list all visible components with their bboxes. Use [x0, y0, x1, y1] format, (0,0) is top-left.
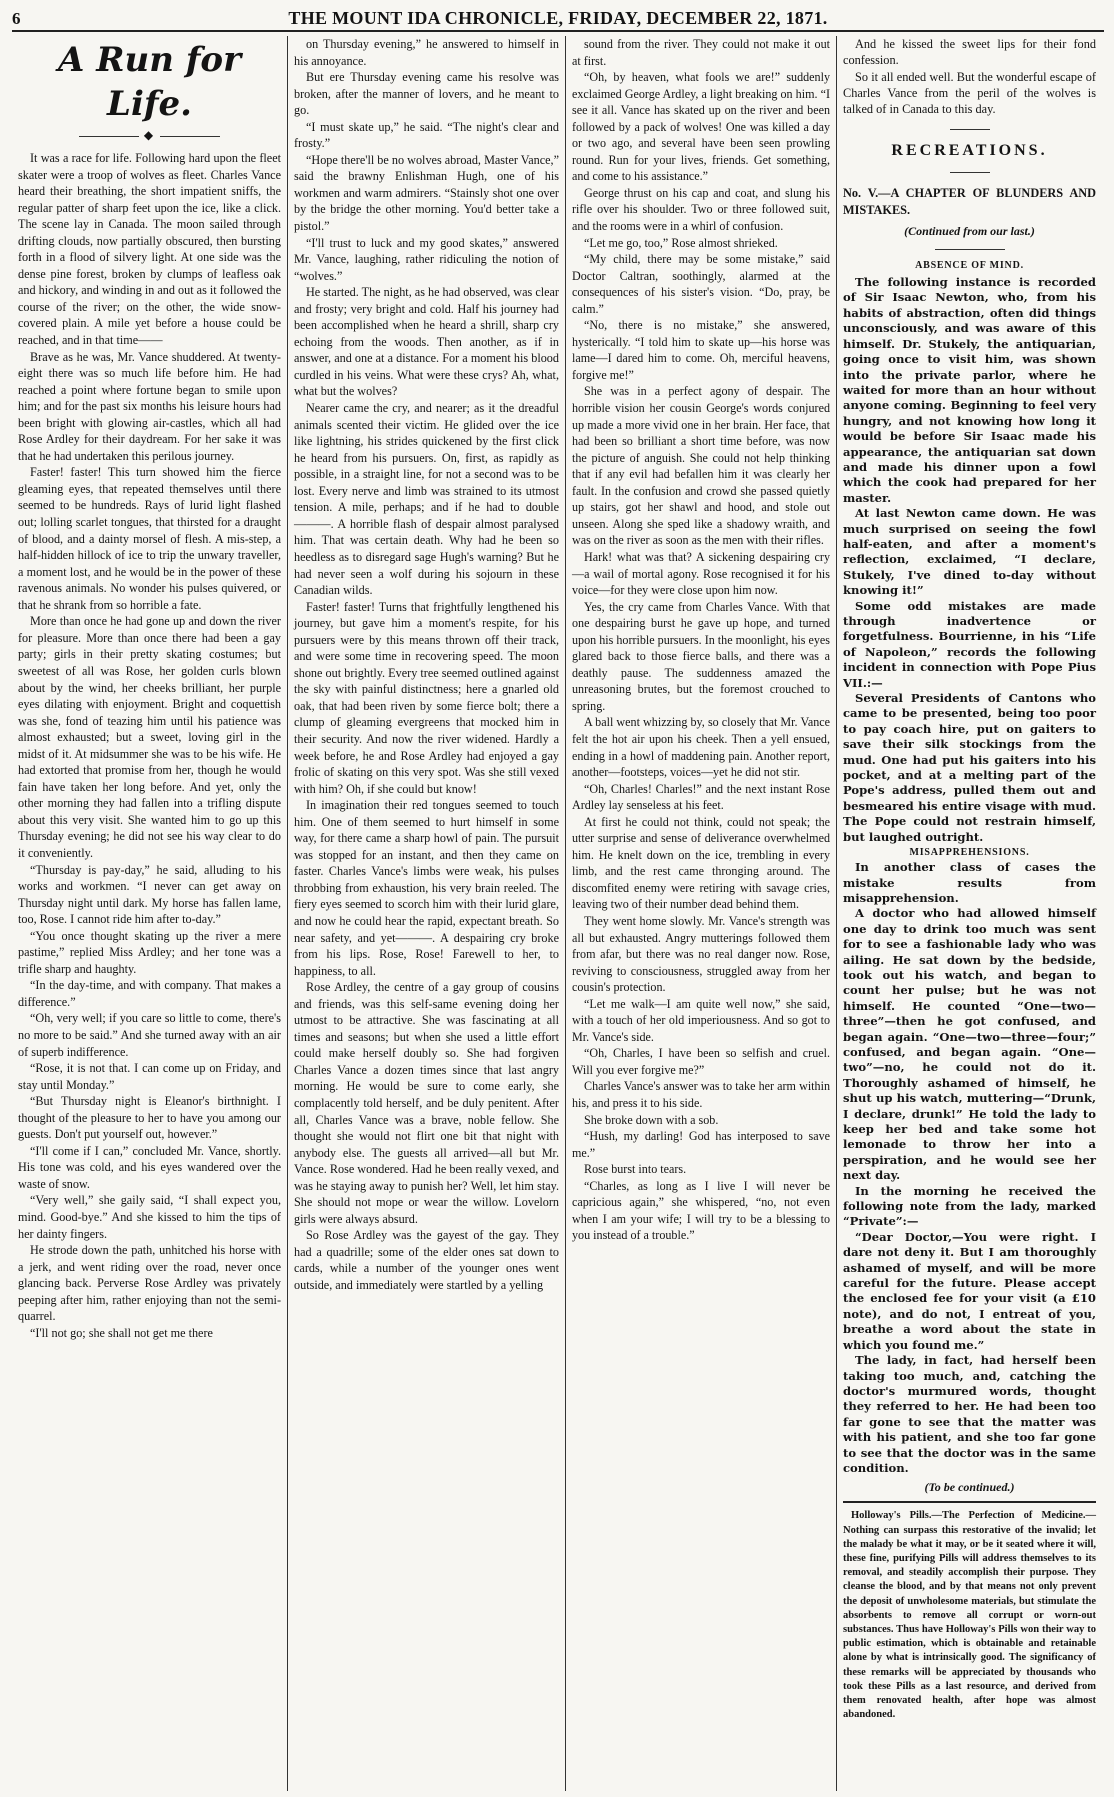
paragraph: “Let me walk—I am quite well now,” she said, with a touch of her old imperiousness. And so got to Mr. Vance's side.	[572, 996, 830, 1044]
paragraph: Charles Vance's answer was to take her arm within his, and press it to his side.	[572, 1079, 830, 1110]
paragraph: In the morning he received the following note from the lady, marked “Private”:—	[843, 1183, 1096, 1229]
masthead	[12, 8, 1104, 32]
paragraph: She broke down with a sob.	[584, 1112, 719, 1127]
paragraph: “Oh, Charles, I have been so selfish and cruel. Will you ever forgive me?”	[572, 1046, 830, 1077]
divider	[935, 249, 1005, 250]
column-3	[566, 36, 837, 1791]
paragraph: In imagination their red tongues seemed to touch him. One of them seemed to hurt himself in some way, for there came a sharp howl of pain. The pursuit was stopped for an instant, and then they came on faster. Charles Vance's limbs were weak, his pulses throbbing from exhaustion, his very brain reeled. The fiery eyes seemed to scorch him with their lurid glare, and now he could hear the rapid, expectant breath. So near safety, and yet———. A despairing cry broke from his lips. Rose, Rose! Farewell to her, to happiness, to all.	[294, 798, 559, 978]
paragraph: In another class of cases the mistake results from misapprehension.	[843, 860, 1096, 905]
holloway-advert	[843, 1509, 1096, 1722]
story-col3	[572, 36, 830, 1244]
paragraph: A ball went whizzing by, so closely that Mr. Vance felt the hot air upon his cheek. Then a yell ensued, ending in a howl of maddening pain. Another report, another—footsteps, voices—yet he did not stir.	[572, 715, 830, 780]
paragraph: But ere Thursday evening came his resolve was broken, after the manner of lovers, and he meant to go.	[294, 70, 559, 118]
title-ornament: ◆	[18, 128, 281, 142]
to-be-continued: (To be continued.)	[924, 1480, 1015, 1495]
paragraph: “In the day-time, and with company. That makes a difference.”	[18, 978, 281, 1009]
paragraph: “Hope there'll be no wolves abroad, Master Vance,” said the brawny Enlishman Hugh, one of his workmen and warm admirers. “Stainsly shot one over by the bridge the other morning. You'd better take a pistol.”	[294, 152, 559, 234]
paragraph: Faster! faster! This turn showed him the fierce gleaming eyes, that repeated themselves until there seemed to be hundreds. Rays of lurid light flashed out; lolling scarlet tongues, that thirsted for a draught of blood, and a dainty morsel of flesh. A mis-step, a half-hidden hillock of ice to trip the unwary traveller, a moment lost, and he would be in the power of these ravenous animals. No wonder his pulses quivered, or that he shrank from so horrible a fate.	[18, 465, 281, 612]
paragraph: “But Thursday night is Eleanor's birthnight. I thought of the pleasure to her to have you among our guests. Don't put yourself out, however.”	[18, 1094, 281, 1142]
column-4	[837, 36, 1102, 1791]
paragraph: So it all ended well. But the wonderful escape of Charles Vance from the peril of the wolves is talked of in Canada to this day.	[843, 69, 1096, 117]
paragraph: “Very well,” she gaily said, “I shall expect you, mind. Good-bye.” And she kissed to him the tips of her dainty fingers.	[18, 1193, 281, 1241]
paragraph: “Charles, as long as I live I will never be capricious again,” she whispered, “no, not even when I am your wife; I will try to be a blessing to you instead of a trouble.”	[572, 1178, 830, 1243]
paragraph: “Oh, very well; if you care so little to come, there's no more to be said.” And she turned away with an air of superb indifference.	[18, 1011, 281, 1059]
advert-text: Holloway's Pills.—The Perfection of Medicine.—Nothing can surpass this restorative of the invalid; let the malady be what it may, or be it seated where it will, these fine, purifying Pills will address themselves to its removal, and steadily accomplish their purpose. They cleanse the blood, and by that means not only prevent the deposit of unwholesome materials, but stimulate the absorbents to remove all corrupt or worn-out substances. Thus have Holloway's Pills won their way to public estimation, which is obtainable and retainable alone by what is intrinsically good. The significancy of these remarks will be appreciated by thousands who took these Pills as a last resource, and derived from them renovated health, after hope was almost abandoned.	[843, 1510, 1096, 1721]
paragraph: He strode down the path, unhitched his horse with a jerk, and went riding over the road, never once glancing back. Perverse Rose Ardley was privately peeping after him, rather enjoying than not the semi-quarrel.	[18, 1243, 281, 1324]
paragraph: She was in a perfect agony of despair. The horrible vision her cousin George's words conjured up made a more vivid one in her brain. Her face, that had been so brilliant a short time before, was now the picture of anguish. She could not help thinking that if any evil had befallen him it was clearly her fault. In the confusion and crowd she passed quietly up stairs, got her shawl and hood, and stole out unseen. Along she sped like a shadowy wraith, and was on the river as soon as the men with their rifles.	[572, 384, 830, 548]
divider	[950, 172, 990, 173]
continued-note: (Continued from our last.)	[904, 224, 1035, 239]
page-number: 6	[12, 9, 21, 28]
paragraph: The following instance is recorded of Sir Isaac Newton, who, from his habits of abstraction, often did things unconsciously, and was aware of this himself. Dr. Stukely, the antiquarian, going once to visit him, was shown into the private parlor, where he waited for more than an hour without anyone coming. Beginning to feel very hungry, and not knowing how long it would be before Sir Isaac made his appearance, the antiquarian sat down and made his dinner upon a fowl which the cook had prepared for her master.	[843, 275, 1096, 505]
misapprehensions-text	[843, 860, 1096, 1476]
paragraph: Nearer came the cry, and nearer; as it the dreadful animals scented their victim. He glided over the ice like lightning, his strides quickened by the first click he heard from his pursuers. On, first, as rapidly as possible, in a straight line, for not a second was to be lost. Every nerve and limb was strained to its utmost tension. A mile, perhaps; and if he had to double———. A horrible flash of despair almost paralysed him. That was certain death. Why had he been so heedless as to disregard sage Hugh's warning? But he had never seen a wolf during his sojourn in these Canadian wilds.	[294, 401, 559, 598]
paragraph: At first he could not think, could not speak; the utter surprise and sense of deliverance overwhelmed him. He knelt down on the ice, trembling in every limb, and the rest came thronging around. The discomfited enemy were retiring with savage cries, leaving two of their number dead behind them.	[572, 814, 830, 912]
absence-heading: ABSENCE OF MIND.	[915, 260, 1024, 272]
paragraph: “My child, there may be some mistake,” said Doctor Caltran, soothingly, alarmed at the consequences of his sister's vision. “Do, pray, be calm.”	[572, 252, 830, 316]
paragraph: “I'll come if I can,” concluded Mr. Vance, shortly. His tone was cold, and his eyes wandered over the waste of snow.	[18, 1143, 281, 1191]
paragraph: So Rose Ardley was the gayest of the gay. They had a quadrille; some of the elder ones sat down to cards, while a number of the younger ones went outside, and immediately were startled by a yelling	[294, 1228, 559, 1293]
paragraph: Faster! faster! Turns that frightfully lengthened his journey, but gave him a moment's respite, for his pursuers were by this means thrown off their track, and were some time in recovering speed. The moon shone out brightly. Every tree seemed outlined against the sky with painful distinctness; here a gnarled old oak, that had been riven by some fierce bolt; there a clump of gleaming evergreens that mocked him in their security. And now the river widened. Hardly a week before, he and Rose Ardley had enjoyed a gay frolic of skating on this very spot. Was she still vexed with him? Oh, if she could but know!	[294, 599, 559, 796]
paragraph: “Rose, it is not that. I can come up on Friday, and stay until Monday.”	[18, 1061, 281, 1092]
paragraph: “I'll not go; she shall not get me there	[30, 1325, 213, 1340]
chapter-heading: No. V.—A CHAPTER OF BLUNDERS AND MISTAKES.	[843, 186, 1096, 217]
paragraph: “You once thought skating up the river a mere pastime,” replied Miss Ardley; and her tone was a trifle sharp and haughty.	[18, 928, 281, 976]
paragraph: Hark! what was that? A sickening despairing cry—a wail of mortal agony. Rose recognised it for his voice—for they were close upon him now.	[572, 549, 830, 598]
paragraph: “Thursday is pay-day,” he said, alluding to his works and workmen. “I never can get away on Thursday night until dark. My horse has fallen lame, too, Rose. I cannot ride him after to-day.”	[18, 862, 281, 927]
column-2	[288, 36, 566, 1791]
paragraph: sound from the river. They could not make it out at first.	[572, 37, 830, 68]
paragraph: on Thursday evening,” he answered to himself in his annoyance.	[294, 37, 559, 68]
paragraph: And he kissed the sweet lips for their fond confession.	[843, 37, 1096, 68]
paragraph: The lady, in fact, had herself been taking too much, and, catching the doctor's murmured words, thought they referred to her. He had been too far gone to see that the matter was with his patient, and she too far gone to see that the doctor was in the same condition.	[843, 1353, 1096, 1475]
absence-text	[843, 275, 1096, 845]
paragraph: A doctor who had allowed himself one day to drink too much was sent for to see a fashionable lady who was ailing. He sat down by the bedside, took out his watch, and began to count her pulse; but he was not himself. He counted “One—two—three”—then he got confused, and began again. “One—two—three—four;” confused, and began again. “One—two”—no, he could not do it. Thoroughly ashamed of himself, he shut up his watch, muttering—“Drunk, I declare, drunk!” He told the lady to keep her bed and take some hot lemonade to throw her into a perspiration, and he would see her next day.	[843, 906, 1096, 1183]
paragraph: Brave as he was, Mr. Vance shuddered. At twenty-eight there was so much life before him. He had reached a point where fortune began to smile upon him; and for the past six months his leisure hours had been bright with glowing air-castles, which all had Rose Ardley for their daydream. For her sake it was that he had undertaken this perilous journey.	[18, 349, 281, 463]
paragraph: Yes, the cry came from Charles Vance. With that one despairing burst he gave up hope, and turned upon his horrible pursuers. In the moonlight, his eyes glared back to those fierce balls, and there was a deathly pause. The suddenness amazed the unreasoning brutes, but the foremost crouched to spring.	[572, 599, 830, 713]
paragraph: Rose burst into tears.	[584, 1162, 687, 1177]
paragraph: “No, there is no mistake,” she answered, hysterically. “I told him to skate up—his horse was lame—I dared him to come. Oh, merciful heavens, forgive me!”	[572, 318, 830, 382]
advert-rule	[843, 1501, 1096, 1503]
paragraph: It was a race for life. Following hard upon the fleet skater were a troop of wolves as fleet. Charles Vance heard their breathing, the short impatient sniffs, the regular patter of sharp feet upon the ice, like a click. The scene lay in Canada. The moon sailed through drifting clouds, now partially obscured, then bursting forth in a flood of silvery light. At one side was the dense pine forest, broken by clumps of leafless oak and hickory, and winding in and out as it followed the course of the river; on the other, the wide snow-covered plain. A mile yet before a house could be reached, and in that time——	[18, 151, 281, 348]
paragraph: More than once he had gone up and down the river for pleasure. More than once there had been a gay party; girls in their pretty skating costumes; but sweetest of all was Rose, her golden curls blown about by the wind, her cheeks brilliant, her purple eyes dilating with enjoyment. Bright and coquettish was she, fond of teazing him until his patience was almost exhausted; but a sweet, loving girl in the midst of it. At midsummer she was to be his wife. He had extorted that promise from her, though he would fain have taken her long before. And yet, only the other morning they had fallen into a trifling dispute about this very visit. She wanted him to go up this Thursday evening; he did not see his way clear to do it conveniently.	[18, 614, 281, 860]
column-1	[12, 36, 288, 1791]
story-col4	[843, 36, 1096, 117]
divider	[950, 129, 990, 130]
story-col2	[294, 36, 559, 1294]
paragraph: “Oh, by heaven, what fools we are!” suddenly exclaimed George Ardley, a light breaking on him. “I see it all. Vance has skated up on the river and been followed by a pack of wolves! One was killed a day or two ago, and several have been seen prowling round. Run for your lives, friends. Get something, and come to his assistance.”	[572, 70, 830, 184]
paragraph: Some odd mistakes are made through inadvertence or forgetfulness. Bourrienne, in his “Life of Napoleon,” records the following incident in connection with Pope Pius VII.:—	[843, 598, 1096, 690]
paragraph: “Oh, Charles! Charles!” and the next instant Rose Ardley lay senseless at his feet.	[572, 781, 830, 813]
story-title: A Run for Life.	[58, 40, 241, 124]
paragraph: He started. The night, as he had observed, was clear and frosty; very bright and cold. Half his journey had been accomplished when he heard a shrill, sharp cry echoing from the woods. Then another, as if in answer, and one at a distance. For a moment his blood curdled in his veins. What were these crys? Ah, what, what but the wolves?	[294, 285, 559, 399]
recreations-heading: RECREATIONS.	[891, 142, 1048, 160]
paragraph: Rose Ardley, the centre of a gay group of cousins and friends, was this self-same evening doing her utmost to be attractive. She was fascinating at all times and seasons; but when she used a little effort could make herself doubly so. She had forgiven Charles Vance a dozen times since that last angry morning. He would be sure to come early, she complacently told herself, and be duly penitent. After all, Charles Vance was a brave, noble fellow. She thought she would not flirt one bit that night with anybody else. The guests all arrived—all but Mr. Vance. Rose wondered. Had he been really vexed, and was he staying away to punish her? Well, let him stay. She should not mope or wear the willow. Lovelorn girls were always absurd.	[294, 980, 559, 1226]
story-col1	[18, 150, 281, 1341]
paragraph: “Hush, my darling! God has interposed to save me.”	[572, 1129, 830, 1160]
paragraph: “Dear Doctor,—You were right. I dare not deny it. But I am thoroughly ashamed of myself, and will be more careful for the future. Please accept the enclosed fee for your visit (a £10 note), and do not, I entreat of you, breathe a word about the state in which you found me.”	[843, 1229, 1096, 1352]
columns	[12, 36, 1104, 1791]
paragraph: “I must skate up,” he said. “The night's clear and frosty.”	[294, 119, 559, 151]
paragraph: George thrust on his cap and coat, and slung his rifle over his shoulder. Two or three followed suit, and the rooms were in a whirl of confusion.	[572, 185, 830, 234]
paragraph: Several Presidents of Cantons who came to be presented, being too poor to pay coach hire, put on gaiters to save their silk stockings from the mud. One had put his gaiters into his pocket, and at a melting part of the Pope's address, pulled them out and besmeared his entire visage with mud. The Pope could not restrain himself, but laughed outright.	[843, 691, 1096, 844]
paragraph: They went home slowly. Mr. Vance's strength was all but exhausted. Angry mutterings followed them from afar, but there was no real danger now. Rose, reviving to consciousness, struggled away from her cousin's protection.	[572, 913, 830, 995]
misapprehensions-heading: MISAPPREHENSIONS.	[909, 847, 1030, 859]
paragraph: “Let me go, too,” Rose almost shrieked.	[584, 235, 778, 250]
paragraph: “I'll trust to luck and my good skates,” answered Mr. Vance, laughing, rather ridiculing the notion of “wolves.”	[294, 235, 559, 283]
newspaper-title: THE MOUNT IDA CHRONICLE, FRIDAY, DECEMBER 22, 1871.	[288, 8, 828, 28]
paragraph: At last Newton came down. He was much surprised on seeing the fowl half-eaten, and after a moment's reflection, exclaimed, “I declare, Stukely, I've dined to-day without knowing it!”	[843, 506, 1096, 598]
